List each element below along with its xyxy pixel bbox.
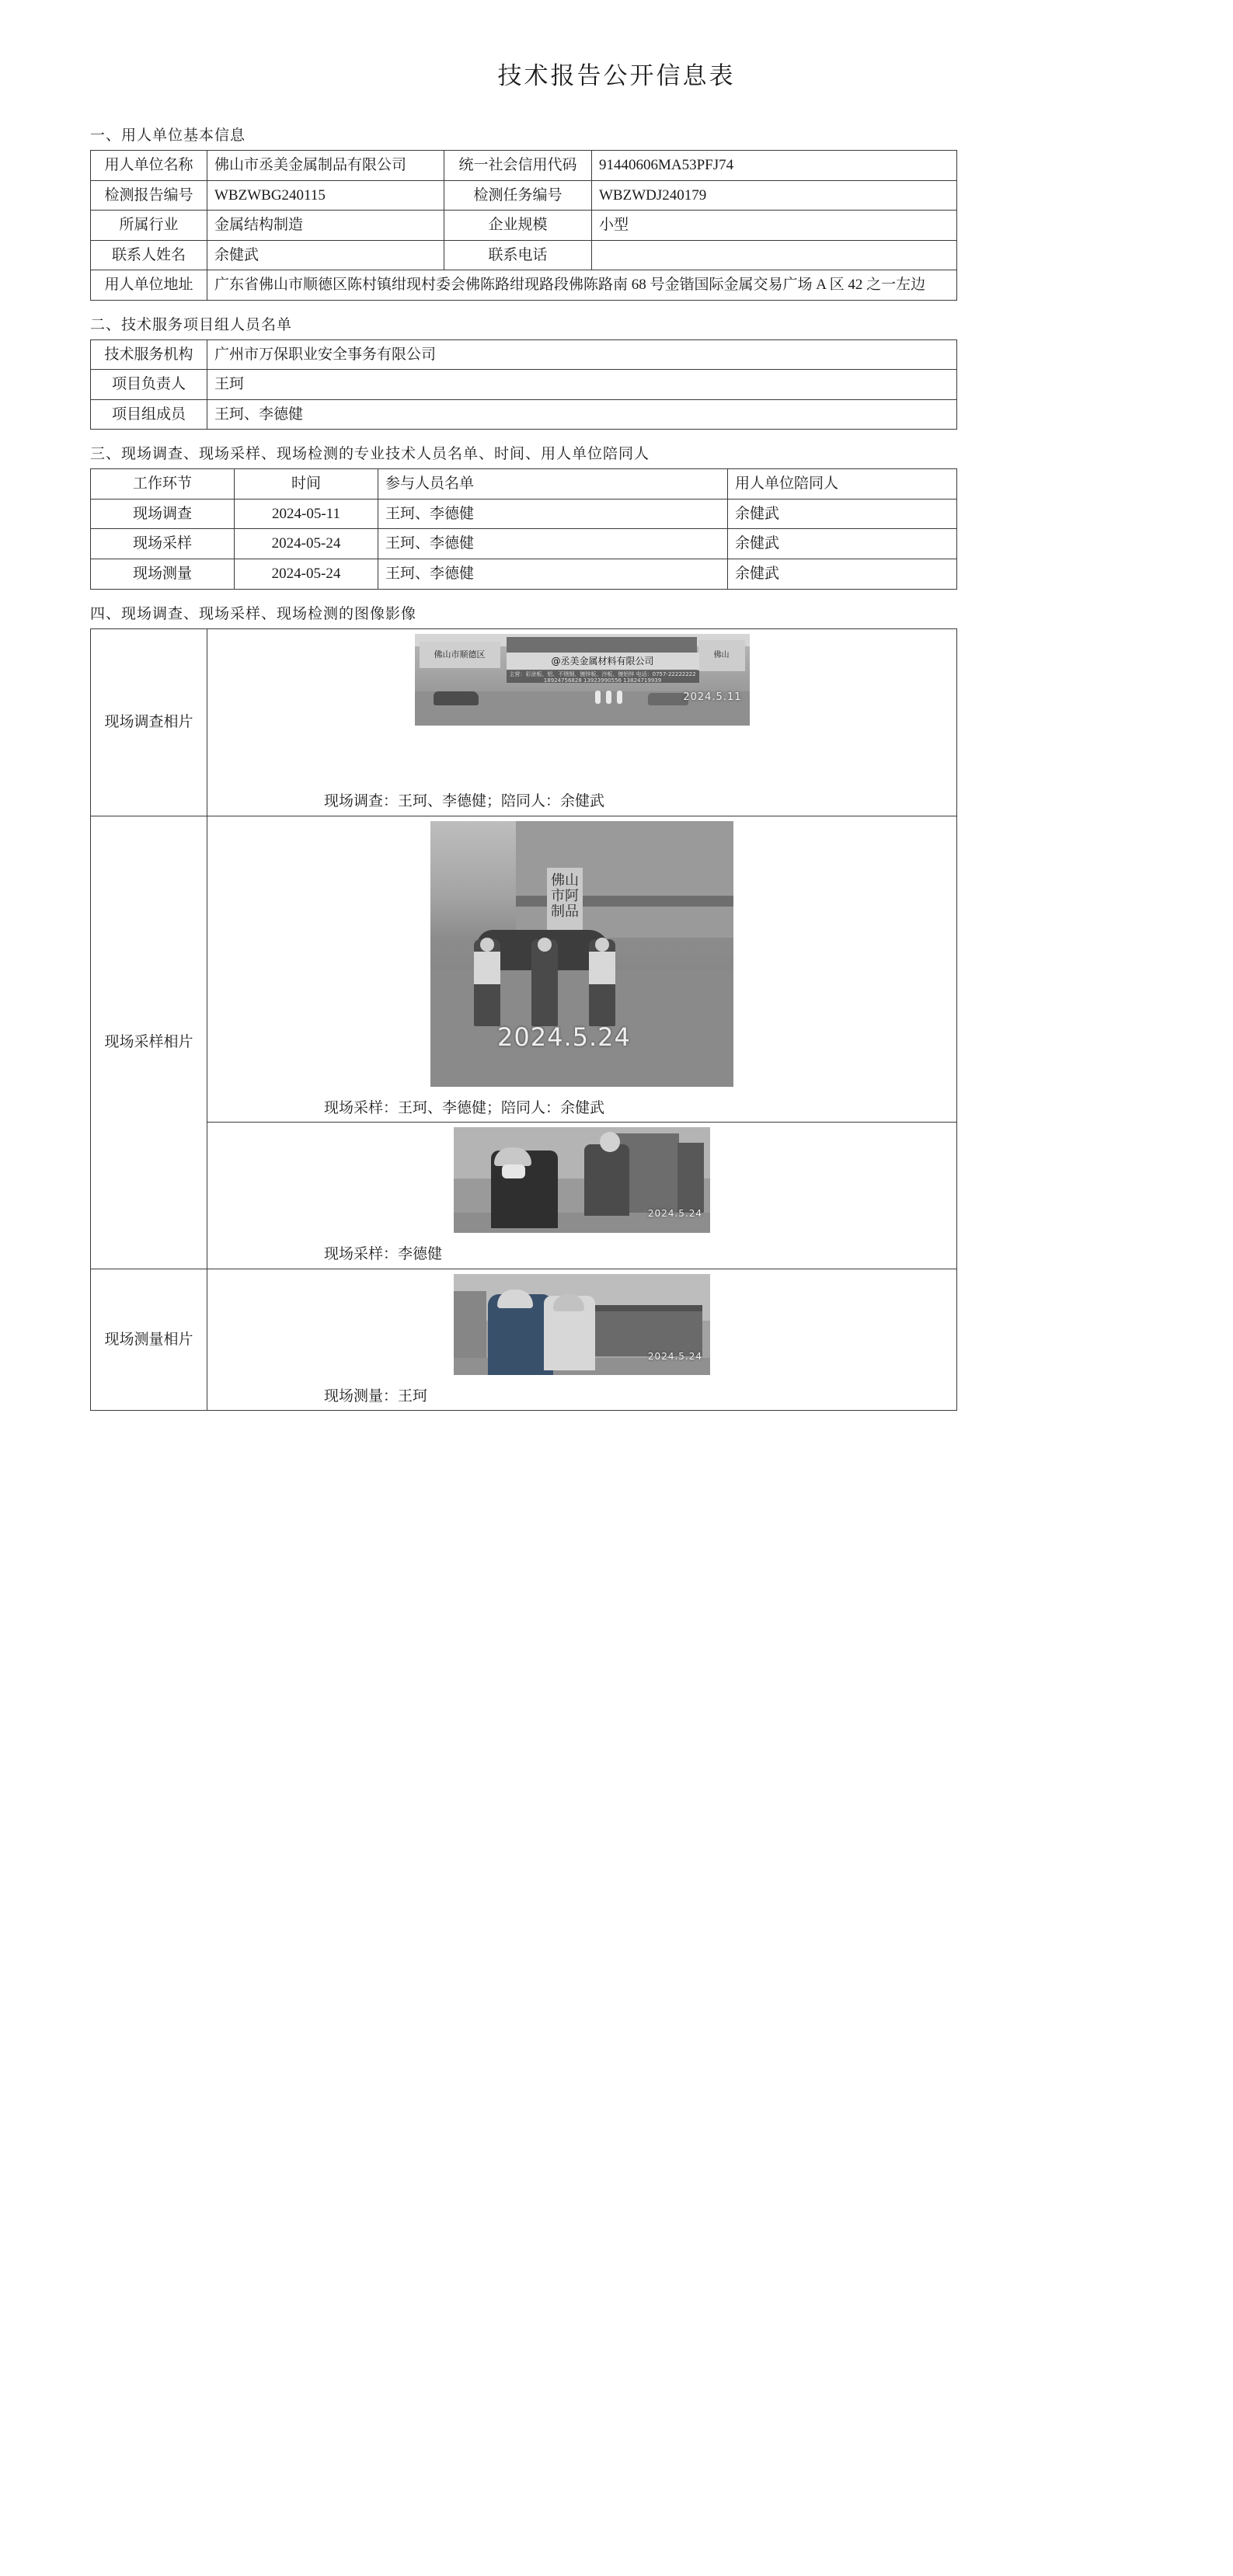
- photo-caption: 现场测量：王珂: [324, 1387, 428, 1405]
- section-3-heading: 三、现场调查、现场采样、现场检测的专业技术人员名单、时间、用人单位陪同人: [90, 446, 650, 463]
- cell-personnel: 王珂、李德健: [378, 529, 728, 559]
- photo-person-vest: [474, 952, 500, 984]
- photo-caption: 现场采样：王珂、李德健；陪同人：余健武: [324, 1099, 605, 1116]
- photo-person-head: [595, 938, 609, 952]
- site-activities-table: [90, 468, 957, 589]
- photo-person-head: [600, 1132, 620, 1152]
- table-row: [91, 339, 957, 370]
- column-header: 工作环节: [91, 469, 235, 500]
- survey-photo: [415, 634, 750, 726]
- sampling-photo-indoor: [454, 1127, 710, 1233]
- cell-stage: 现场调查: [91, 499, 235, 529]
- cell-label: 所属行业: [91, 211, 207, 241]
- cell-accompanier: 余健武: [728, 529, 957, 559]
- cell-value-address: 广东省佛山市顺德区陈村镇绀现村委会佛陈路绀现路段佛陈路南 68 号金锴国际金属交易广场 A 区 42 之一左边: [207, 270, 957, 301]
- cell-label: 检测报告编号: [91, 180, 207, 211]
- table-row: [91, 399, 957, 430]
- section-1-heading: 一、用人单位基本信息: [90, 127, 246, 144]
- photo-block-label: 现场采样相片: [91, 816, 207, 1269]
- photo-banner: 佛山市阿制品: [547, 868, 583, 952]
- photo-timestamp: 2024.5.24: [647, 1207, 702, 1219]
- photo-shop-sign: @丞美金属材料有限公司: [507, 653, 699, 670]
- cell-date: 2024-05-11: [235, 499, 378, 529]
- table-row: [91, 499, 957, 529]
- cell-label: 企业规模: [444, 211, 592, 241]
- photo-caption: 现场调查：王珂、李德健；陪同人：余健武: [324, 793, 605, 810]
- column-header: 用人单位陪同人: [728, 469, 957, 500]
- photo-block-sampling: [91, 816, 957, 1269]
- sampling-photo-group: [430, 821, 733, 1087]
- table-row: [91, 370, 957, 400]
- cell-value: [592, 240, 957, 270]
- photo-left-sign: 佛山市顺德区: [420, 642, 500, 668]
- cell-label: 检测任务编号: [444, 180, 592, 211]
- table-header-row: [91, 469, 957, 500]
- cell-accompanier: 余健武: [728, 499, 957, 529]
- photo-person: [606, 691, 611, 704]
- photo-caption: 现场采样：李德健: [324, 1246, 443, 1263]
- photo-timestamp: 2024.5.24: [647, 1351, 702, 1363]
- section-4-heading: 四、现场调查、现场采样、现场检测的图像影像: [90, 605, 417, 622]
- cell-label: 项目负责人: [91, 370, 207, 400]
- cell-stage: 现场采样: [91, 529, 235, 559]
- cell-label: 技术服务机构: [91, 339, 207, 370]
- photo-side-panel: [454, 1291, 486, 1361]
- table-row-address: [91, 270, 957, 301]
- cell-label: 用人单位名称: [91, 151, 207, 181]
- cell-value: 王珂: [207, 370, 957, 400]
- photo-car: [648, 693, 688, 705]
- table-row: [91, 211, 957, 241]
- photo-container: [207, 1123, 956, 1239]
- photo-person-head: [538, 938, 552, 952]
- photo-car: [434, 691, 479, 705]
- cell-value: 金属结构制造: [207, 211, 444, 241]
- photo-person: [531, 939, 558, 1026]
- photo-person: [595, 691, 601, 704]
- photo-container: [207, 1269, 956, 1381]
- table-row: [91, 151, 957, 181]
- photo-block-survey: [91, 628, 957, 816]
- cell-personnel: 王珂、李德健: [378, 559, 728, 590]
- table-row: [91, 180, 957, 211]
- table-row: [91, 529, 957, 559]
- cell-label: 联系人姓名: [91, 240, 207, 270]
- photo-block-label: 现场测量相片: [91, 1269, 207, 1411]
- cell-label: 联系电话: [444, 240, 592, 270]
- column-header: 时间: [235, 469, 378, 500]
- photo-shop-subsign: 主营：彩涂板、铝、不锈钢、镀锌板、冷板、镀铝锌 电话：0757-22222222 18924756828 13923990556 13824719939: [507, 670, 699, 683]
- photo-person-head: [480, 938, 494, 952]
- photo-timestamp: 2024.5.24: [497, 1022, 631, 1053]
- cell-value: WBZWDJ240179: [592, 180, 957, 211]
- cell-label: 统一社会信用代码: [444, 151, 592, 181]
- cell-value: 91440606MA53PFJ74: [592, 151, 957, 181]
- measurement-photo: [454, 1274, 710, 1375]
- table-row: [91, 240, 957, 270]
- photo-right-sign: 佛山: [698, 640, 745, 671]
- cell-stage: 现场测量: [91, 559, 235, 590]
- cell-value: 余健武: [207, 240, 444, 270]
- photo-timestamp: 2024.5.11: [683, 691, 742, 703]
- photo-mask: [502, 1164, 525, 1178]
- photo-container: [207, 816, 956, 1093]
- cell-value: 广州市万保职业安全事务有限公司: [207, 339, 957, 370]
- cell-personnel: 王珂、李德健: [378, 499, 728, 529]
- cell-label-address: 用人单位地址: [91, 270, 207, 301]
- photo-person: [617, 691, 622, 704]
- cell-accompanier: 余健武: [728, 559, 957, 590]
- column-header: 参与人员名单: [378, 469, 728, 500]
- section-2-heading: 二、技术服务项目组人员名单: [90, 316, 293, 333]
- cell-value: 佛山市丞美金属制品有限公司: [207, 151, 444, 181]
- cell-value: 王珂、李德健: [207, 399, 957, 430]
- photo-block-measurement: [91, 1269, 957, 1411]
- site-photos-table: [90, 628, 957, 1412]
- table-row: [91, 559, 957, 590]
- employer-basic-info-table: [90, 150, 957, 301]
- cell-value: 小型: [592, 211, 957, 241]
- cell-value: WBZWBG240115: [207, 180, 444, 211]
- photo-block-label: 现场调查相片: [91, 628, 207, 816]
- page-title: 技术报告公开信息表: [497, 62, 736, 89]
- photo-person: [589, 939, 615, 1026]
- photo-person: [474, 939, 500, 1026]
- cell-date: 2024-05-24: [235, 559, 378, 590]
- photo-person: [584, 1144, 629, 1216]
- project-team-table: [90, 339, 957, 430]
- cell-label: 项目组成员: [91, 399, 207, 430]
- photo-person-vest: [589, 952, 615, 984]
- photo-container: [207, 629, 956, 732]
- cell-date: 2024-05-24: [235, 529, 378, 559]
